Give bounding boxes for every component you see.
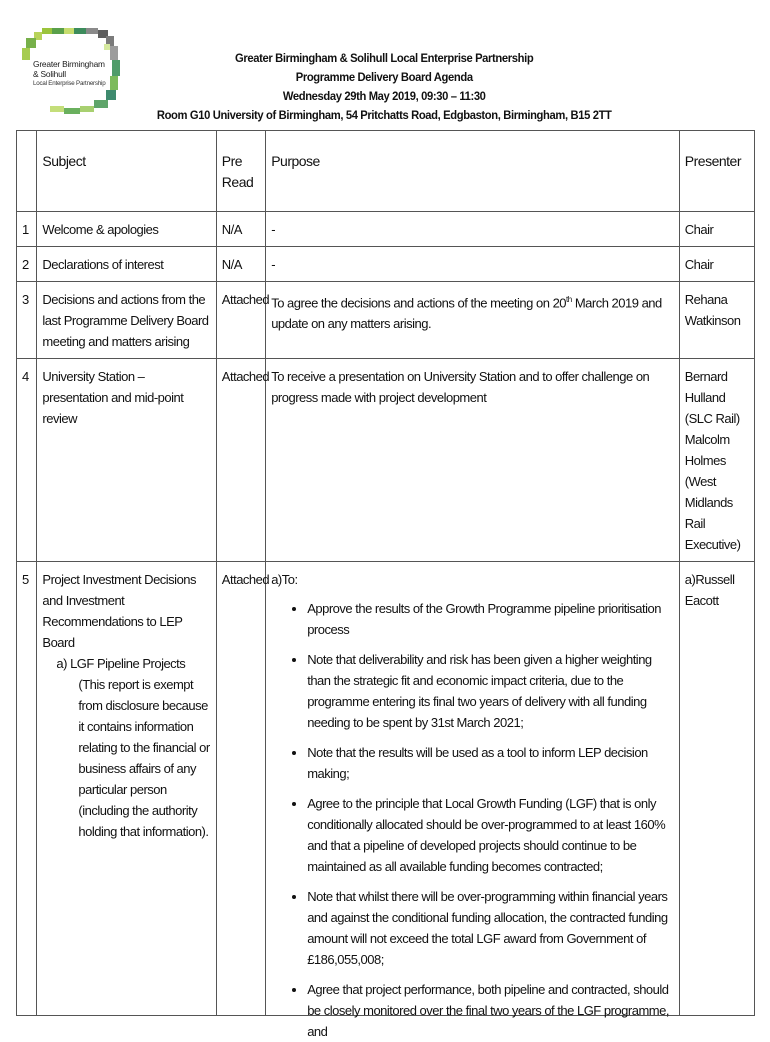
header-presenter: Presenter xyxy=(679,131,754,212)
item-number: 4 xyxy=(17,359,37,562)
item-subject: University Station – presentation and mid-point review xyxy=(37,359,216,562)
item-pre-read: Attached xyxy=(216,562,265,1016)
organisation-name: Greater Birmingham & Solihull Local Enterprise Partnership xyxy=(235,51,534,65)
purpose-intro: a)To: xyxy=(271,572,298,587)
header-number xyxy=(17,131,37,212)
ordinal-suffix: th xyxy=(566,295,572,304)
item-number: 3 xyxy=(17,282,37,359)
item-pre-read: Attached xyxy=(216,282,265,359)
table-row xyxy=(17,212,755,247)
table-row xyxy=(17,247,755,282)
item-presenter: Bernard Hulland (SLC Rail) Malcolm Holmes (West Midlands Rail Executive) xyxy=(679,359,754,562)
meeting-date: Wednesday 29th May 2019, 09:30 – 11:30 xyxy=(282,89,486,103)
item-subject: Decisions and actions from the last Programme Delivery Board meeting and matters arising xyxy=(37,282,216,359)
item-presenter: Rehana Watkinson xyxy=(679,282,754,359)
purpose-bullet: • Agree to the principle that Local Growth Funding (LGF) that is only conditionally allocated should be over-programmed to at least 160% and that a pipeline of developed projects should continue to be maintained as all available funding becomes contracted; xyxy=(307,793,675,877)
purpose-bullet-list xyxy=(271,598,675,1042)
header-pre-read xyxy=(216,131,265,212)
item-purpose: - xyxy=(266,247,680,282)
item-purpose: - xyxy=(266,212,680,247)
agenda-title: Programme Delivery Board Agenda xyxy=(295,70,473,84)
item-presenter: a)Russell Eacott xyxy=(679,562,754,1016)
table-row xyxy=(17,359,755,562)
table-row xyxy=(17,282,755,359)
item-subject: Declarations of interest xyxy=(37,247,216,282)
meeting-location: Room G10 University of Birmingham, 54 Pritchatts Road, Edgbaston, Birmingham, B15 2TT xyxy=(156,108,612,122)
logo-line-2: & Solihull xyxy=(33,69,66,79)
subject-title: Project Investment Decisions and Investment Recommendations to LEP Board xyxy=(42,572,197,650)
agenda-header xyxy=(30,49,738,125)
item-presenter: Chair xyxy=(679,247,754,282)
item-pre-read: Attached xyxy=(216,359,265,562)
table-header-row xyxy=(17,131,755,212)
item-number: 1 xyxy=(17,212,37,247)
purpose-bullet: • Agree that project performance, both pipeline and contracted, should be closely monitored over the final two years of the LGF programme, and xyxy=(307,979,675,1042)
header-purpose: Purpose xyxy=(266,131,680,212)
item-purpose xyxy=(266,282,680,359)
table-row xyxy=(17,562,755,1016)
item-purpose: To receive a presentation on University Station and to offer challenge on progress made with project development xyxy=(266,359,680,562)
logo-line-3: Local Enterprise Partnership xyxy=(33,80,106,87)
subject-sub-item: a) LGF Pipeline Projects (This report is exempt from disclosure because it contains information relating to the financial or business affairs of any particular person (including the authority holding that information). xyxy=(56,656,210,839)
agenda-table xyxy=(16,130,755,1039)
purpose-text-start: To agree the decisions and actions of the meeting on 20 xyxy=(271,295,567,311)
header-pre-read-line-1: Pre xyxy=(221,153,243,169)
logo-line-1: Greater Birmingham xyxy=(33,59,105,69)
purpose-content xyxy=(271,569,675,1039)
item-subject: Welcome & apologies xyxy=(37,212,216,247)
purpose-text-end: March 2019 and update on any matters arising. xyxy=(271,295,662,332)
purpose-bullet: • Note that deliverability and risk has been given a higher weighting than the strategic fit and economic impact criteria, due to the programme entering its final two years of delivery with all funding needing to be spent by 31st March 2021; xyxy=(307,649,675,733)
subject-sub-items xyxy=(42,653,211,842)
header-pre-read-line-2: Read xyxy=(221,174,254,190)
purpose-bullet: • Note that whilst there will be over-programming within financial years and against the conditional funding allocation, the contracted funding amount will not exceed the total LGF award from Government of £186,055,008; xyxy=(307,886,675,970)
purpose-bullet: • Note that the results will be used as a tool to inform LEP decision making; xyxy=(307,742,675,784)
item-purpose xyxy=(266,562,680,1039)
item-number: 2 xyxy=(17,247,37,282)
item-pre-read: N/A xyxy=(216,212,265,247)
item-subject xyxy=(37,562,216,1016)
item-number: 5 xyxy=(17,562,37,1016)
purpose-bullet: • Approve the results of the Growth Programme pipeline prioritisation process xyxy=(307,598,675,640)
item-pre-read: N/A xyxy=(216,247,265,282)
item-presenter: Chair xyxy=(679,212,754,247)
header-subject: Subject xyxy=(37,131,216,212)
